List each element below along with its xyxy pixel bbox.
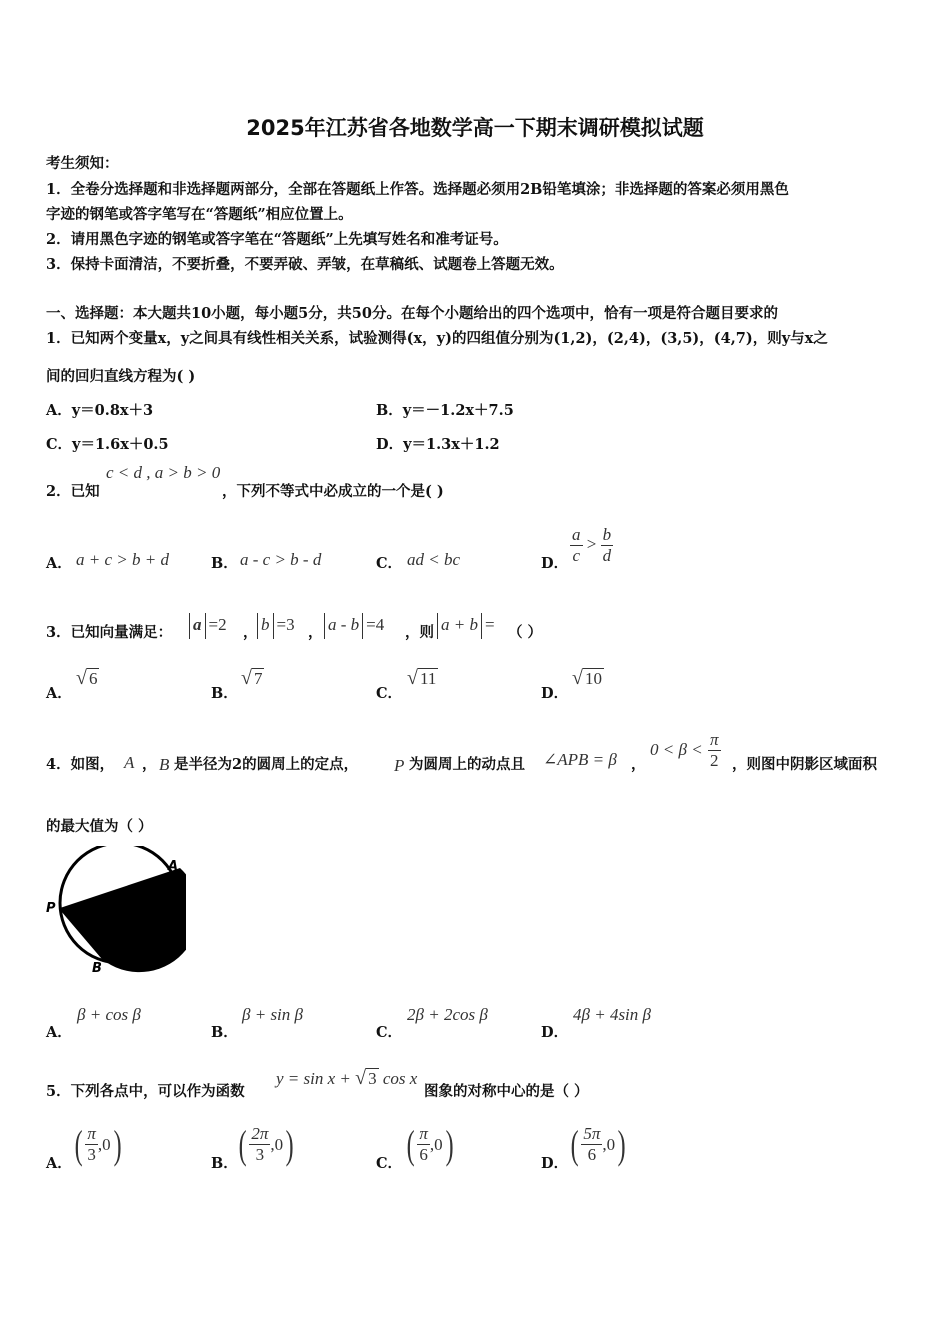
- q4-range-left: 0 < β <: [650, 740, 703, 759]
- q3-option-d[interactable]: √ 10: [572, 667, 602, 689]
- q4-comma: ，: [142, 756, 157, 773]
- notice-item-1-line-1: 1．全卷分选择题和非选择题两部分，全部在答题纸上作答。选择题必须用2B铅笔填涂；非选择题的答案必须用黑色: [46, 181, 789, 198]
- notice-item-1-line-2: 字迹的钢笔或答字笔写在“答题纸”相应位置上。: [46, 206, 353, 223]
- q5-prefix: 5．下列各点中，可以作为函数: [46, 1083, 245, 1100]
- q5-function: y = sin x + √ 3 cos x: [276, 1067, 418, 1089]
- q4-point-p: P: [394, 756, 405, 775]
- section-1-header: 一、选择题：本大题共10小题，每小题5分，共50分。在每个小题给出的四个选项中，恰有一项是符合题目要求的: [46, 305, 778, 322]
- q2-suffix: ，下列不等式中必成立的一个是( ): [222, 483, 444, 500]
- q5-option-c[interactable]: ( $\frac{\pi}{6}$ ,0 ): [406, 1121, 454, 1167]
- q2-option-c[interactable]: ad < bc: [407, 550, 461, 569]
- q5-suffix: 图象的对称中心的是（ ）: [424, 1083, 589, 1100]
- q4-option-b[interactable]: β + sin β: [242, 1005, 303, 1024]
- q2-d-fraction-2: $\frac{b}{d}$: [602, 525, 612, 565]
- q3-condition-2: b =3: [254, 613, 295, 639]
- notice-item-2: 2．请用黑色字迹的钢笔或答字笔在“答题纸”上先填写姓名和准考证号。: [46, 231, 508, 248]
- q2-prefix: 2．已知: [46, 483, 100, 500]
- q4-angle: ∠APB = β: [543, 750, 617, 769]
- q4-label-c[interactable]: C．: [376, 1024, 403, 1041]
- q1-stem-line-2: 间的回归直线方程为( ): [46, 368, 196, 385]
- q3-option-c[interactable]: √ 11: [407, 667, 437, 689]
- q4-label-a[interactable]: A．: [46, 1024, 72, 1041]
- q4-option-a[interactable]: β + cos β: [77, 1005, 141, 1024]
- q5-label-d[interactable]: D．: [541, 1155, 569, 1172]
- q3-sep-1: ，: [243, 624, 258, 641]
- q2-d-fraction-1: $\frac{a}{c}$: [572, 525, 581, 565]
- q1-option-b[interactable]: B．y＝－1.2x＋7.5: [376, 402, 514, 419]
- q4-label-d[interactable]: D．: [541, 1024, 569, 1041]
- q2-label-a[interactable]: A．: [46, 555, 72, 572]
- q4-stem-line-2: 的最大值为（ ）: [46, 818, 153, 835]
- q4-shaded-region: [60, 868, 186, 972]
- q3-target-expr: a + b =: [434, 613, 495, 639]
- q4-mid-1: 是半径为2的圆周上的定点，: [174, 756, 359, 773]
- q3-option-a[interactable]: √ 6: [76, 667, 98, 689]
- q2-d-relation: >: [586, 534, 597, 554]
- q3-condition-3: a - b =4: [321, 613, 384, 639]
- page-title: 2025年江苏省各地数学高一下期末调研模拟试题: [246, 116, 704, 140]
- q3-label-b[interactable]: B．: [211, 685, 238, 702]
- q3-label-a[interactable]: A．: [46, 685, 72, 702]
- q4-mid-2: 为圆周上的动点且: [409, 756, 525, 773]
- q1-stem-line-1: 1．已知两个变量x，y之间具有线性相关关系，试验测得(x，y)的四组值分别为(1,2)，(2,4)，(3,5)，(4,7)，则y与x之: [46, 330, 828, 347]
- q5-option-d[interactable]: ( $\frac{5\pi}{6}$ ,0 ): [570, 1121, 626, 1167]
- q1-option-d[interactable]: D．y＝1.3x＋1.2: [376, 436, 500, 453]
- q5-option-a[interactable]: ( $\frac{\pi}{3}$ ,0 ): [74, 1121, 122, 1167]
- q3-prefix: 3．已知向量满足：: [46, 624, 173, 641]
- notice-item-3: 3．保持卡面清洁，不要折叠，不要弄破、弄皱，在草稿纸、试题卷上答题无效。: [46, 256, 564, 273]
- q3-label-d[interactable]: D．: [541, 685, 569, 702]
- q2-option-a[interactable]: a + c > b + d: [76, 550, 169, 569]
- q4-suffix: ，则图中阴影区域面积: [732, 756, 877, 773]
- q4-point-a: A: [124, 753, 135, 772]
- q5-label-b[interactable]: B．: [211, 1155, 238, 1172]
- q3-option-b[interactable]: √ 7: [241, 667, 263, 689]
- q3-mid: ，则: [405, 624, 434, 641]
- q5-label-a[interactable]: A．: [46, 1155, 72, 1172]
- q2-label-c[interactable]: C．: [376, 555, 403, 572]
- q4-figure-label-b: B: [92, 961, 102, 976]
- q3-condition-1: a =2: [186, 613, 227, 639]
- q4-prefix: 4．如图，: [46, 756, 115, 773]
- q1-option-c[interactable]: C．y＝1.6x＋0.5: [46, 436, 169, 453]
- q3-label-c[interactable]: C．: [376, 685, 403, 702]
- q2-label-b[interactable]: B．: [211, 555, 238, 572]
- q4-option-c[interactable]: 2β + 2cos β: [407, 1005, 488, 1024]
- q4-range-fraction: $\frac{\pi}{2}$: [710, 730, 719, 770]
- q2-option-d[interactable]: [570, 525, 613, 566]
- q2-label-d[interactable]: D．: [541, 555, 569, 572]
- q4-label-b[interactable]: B．: [211, 1024, 238, 1041]
- q5-option-b[interactable]: ( $\frac{2\pi}{3}$ ,0 ): [238, 1121, 294, 1167]
- q4-figure-label-p: P: [46, 901, 56, 916]
- q1-option-a[interactable]: A．y＝0.8x＋3: [46, 402, 154, 419]
- q5-label-c[interactable]: C．: [376, 1155, 403, 1172]
- q4-figure: [46, 846, 186, 976]
- q4-option-d[interactable]: 4β + 4sin β: [573, 1005, 651, 1024]
- q3-suffix: （ ）: [508, 624, 543, 641]
- notice-heading: 考生须知：: [46, 155, 119, 172]
- q4-figure-label-a: A: [168, 859, 179, 874]
- q2-condition: c < d , a > b > 0: [106, 463, 221, 482]
- q4-point-b: B: [159, 755, 170, 774]
- q2-option-b[interactable]: a - c > b - d: [240, 550, 322, 569]
- q4-comma-2: ，: [631, 756, 646, 773]
- q3-sep-2: ，: [308, 624, 323, 641]
